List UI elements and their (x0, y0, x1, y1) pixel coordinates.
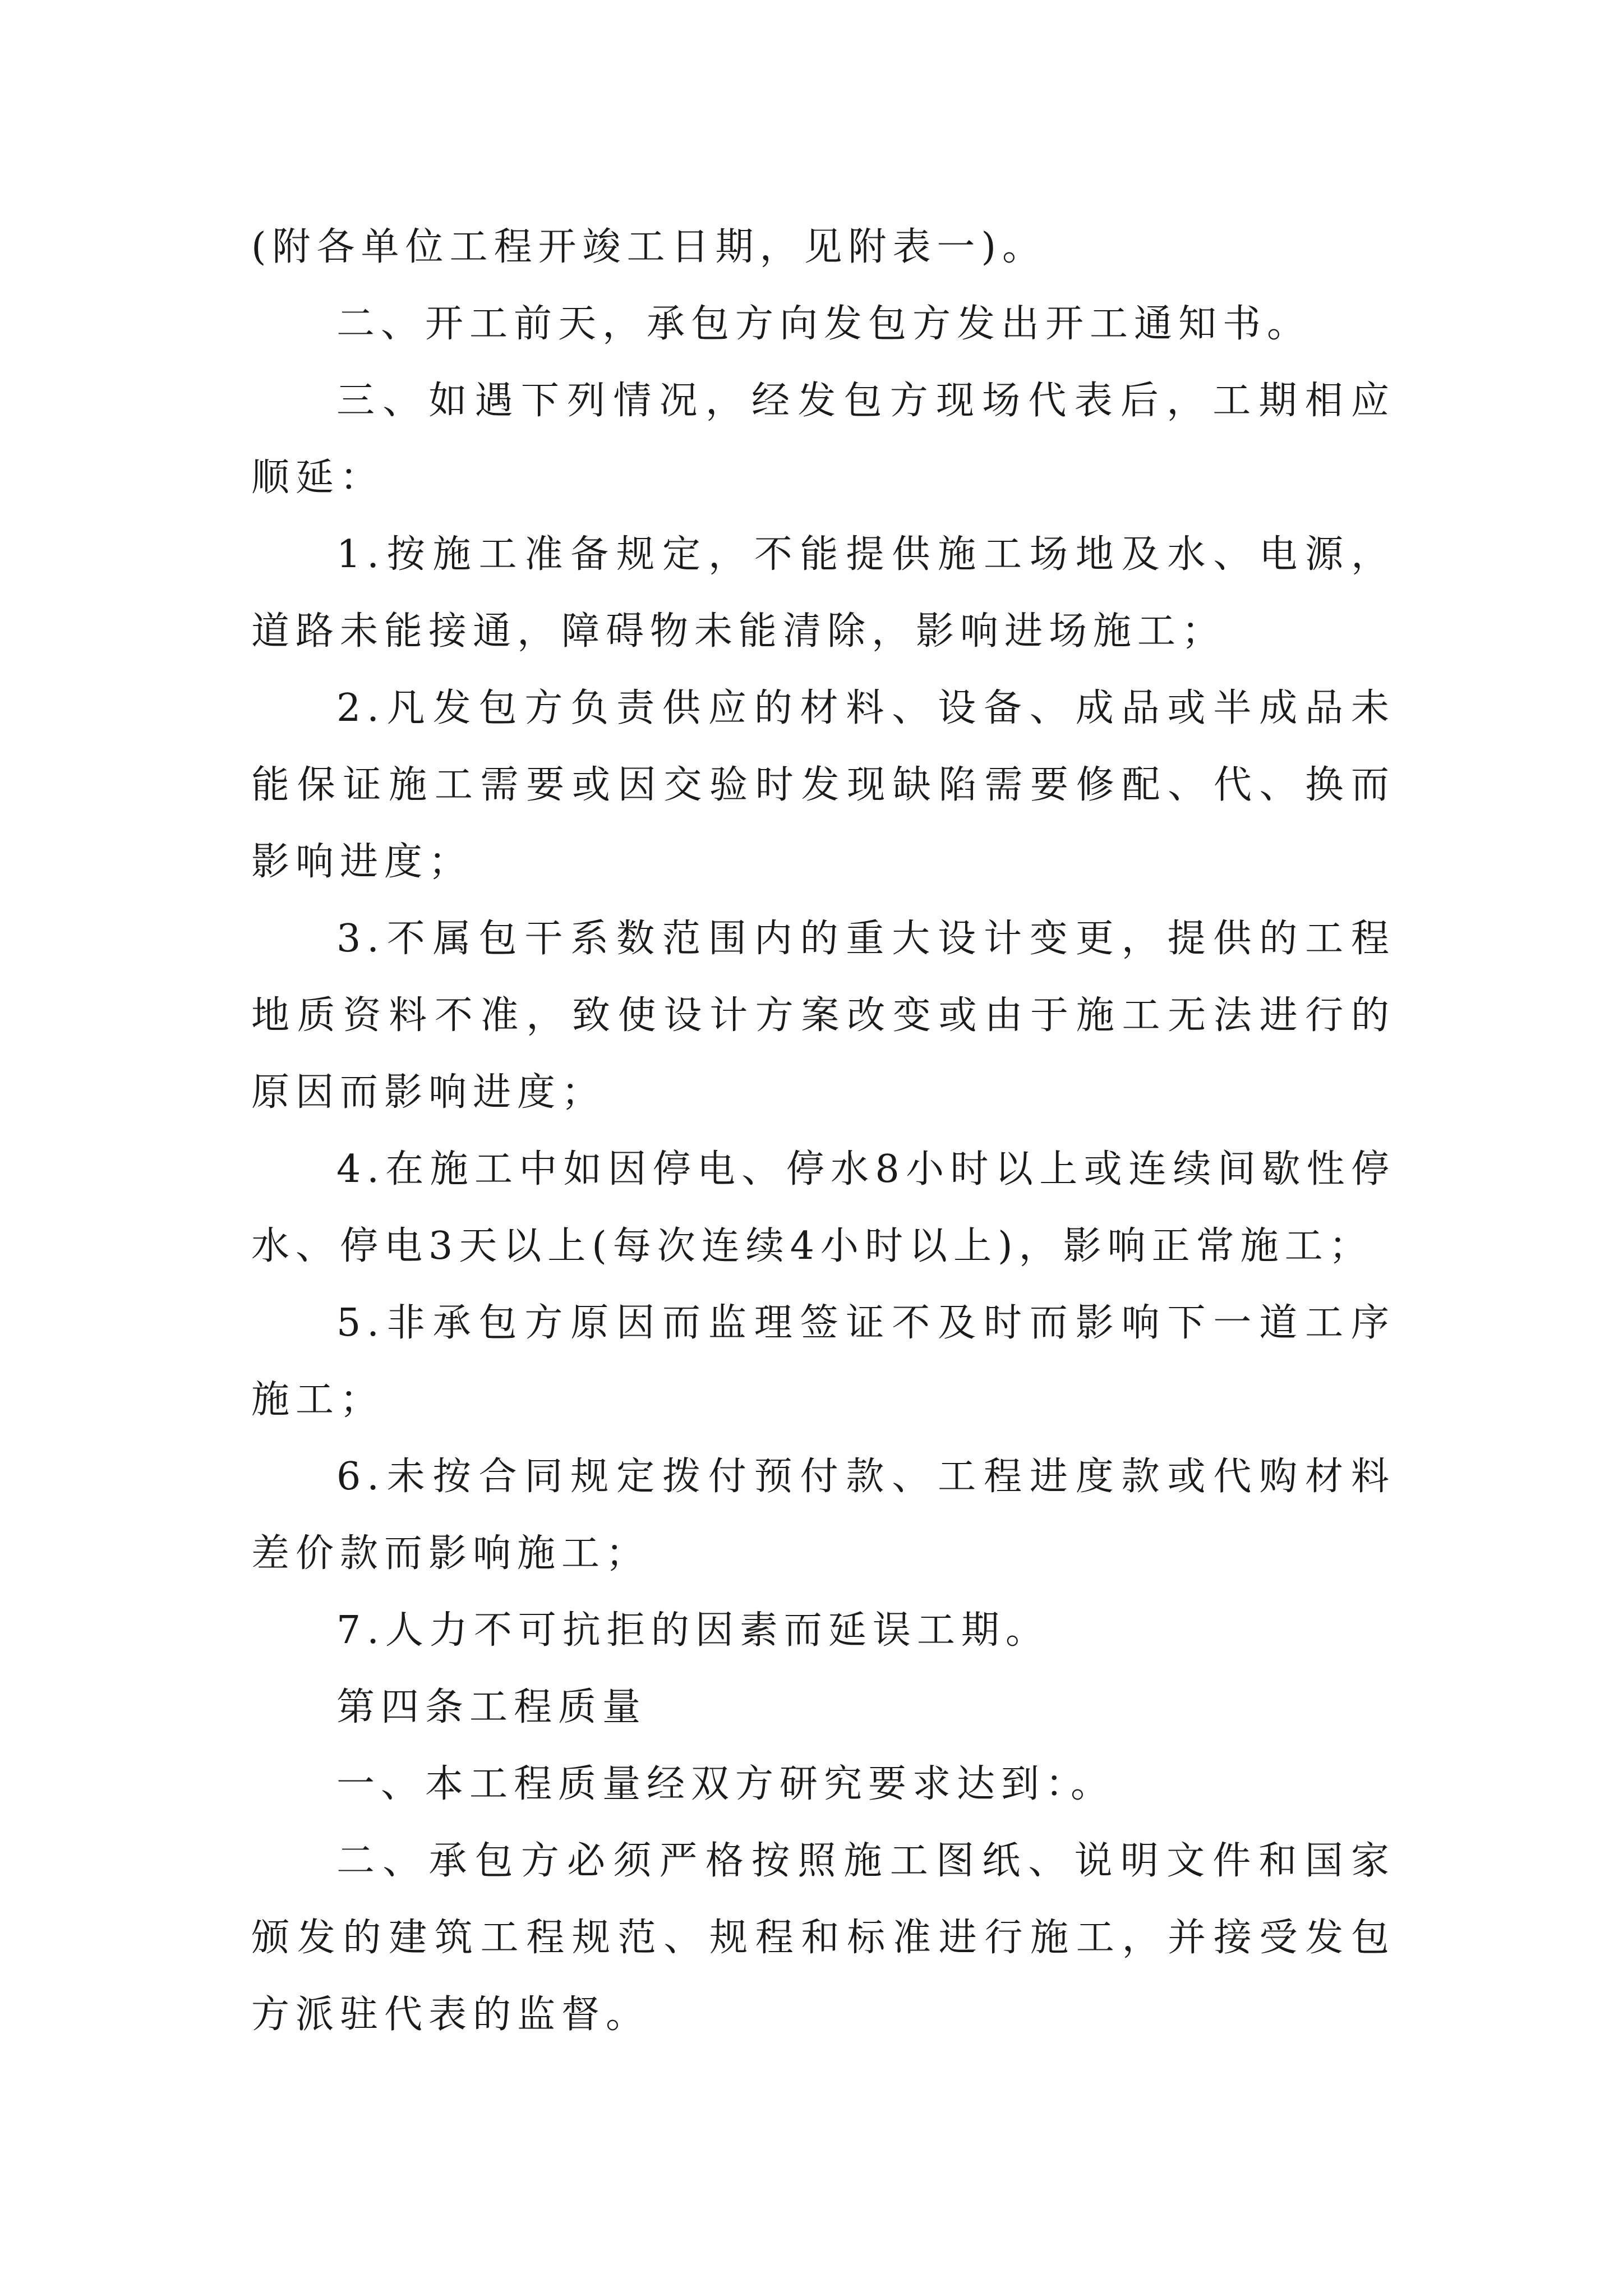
paragraph-start-notice: 二、开工前天，承包方向发包方发出开工通知书。 (336, 302, 1312, 346)
paragraph-quality-standard: 一、本工程质量经双方研究要求达到：。 (336, 1762, 1115, 1806)
document-body (251, 209, 1395, 2053)
list-item-3: 3.不属包干系数范围内的重大设计变更，提供的工程地质资料不准，致使设计方案改变或由于施工无法进行的原因而影响进度； (251, 917, 1395, 1115)
paragraph-delay-conditions: 三、如遇下列情况，经发包方现场代表后，工期相应顺延： (251, 379, 1395, 500)
paragraph-construction-compliance: 二、承包方必须严格按照施工图纸、说明文件和国家颁发的建筑工程规范、规程和标准进行施工，并接受发包方派驻代表的监督。 (251, 1839, 1395, 2037)
section-heading-quality: 第四条工程质量 (336, 1685, 647, 1729)
list-item-6: 6.未按合同规定拨付预付款、工程进度款或代购材料差价款而影响施工； (251, 1455, 1395, 1576)
paragraph-attachment-note: (附各单位工程开竣工日期，见附表一)。 (251, 225, 1047, 269)
list-item-4: 4.在施工中如因停电、停水8小时以上或连续间歇性停水、停电3天以上(每次连续4小时以上)，影响正常施工； (251, 1147, 1395, 1268)
list-item-2: 2.凡发包方负责供应的材料、设备、成品或半成品未能保证施工需要或因交验时发现缺陷需要修配、代、换而影响进度； (251, 686, 1395, 884)
list-item-7: 7.人力不可抗拒的因素而延误工期。 (336, 1608, 1050, 1653)
list-item-1: 1.按施工准备规定，不能提供施工场地及水、电源，道路未能接通，障碍物未能清除，影响进场施工； (251, 532, 1395, 654)
list-item-5: 5.非承包方原因而监理签证不及时而影响下一道工序施工； (251, 1301, 1395, 1422)
